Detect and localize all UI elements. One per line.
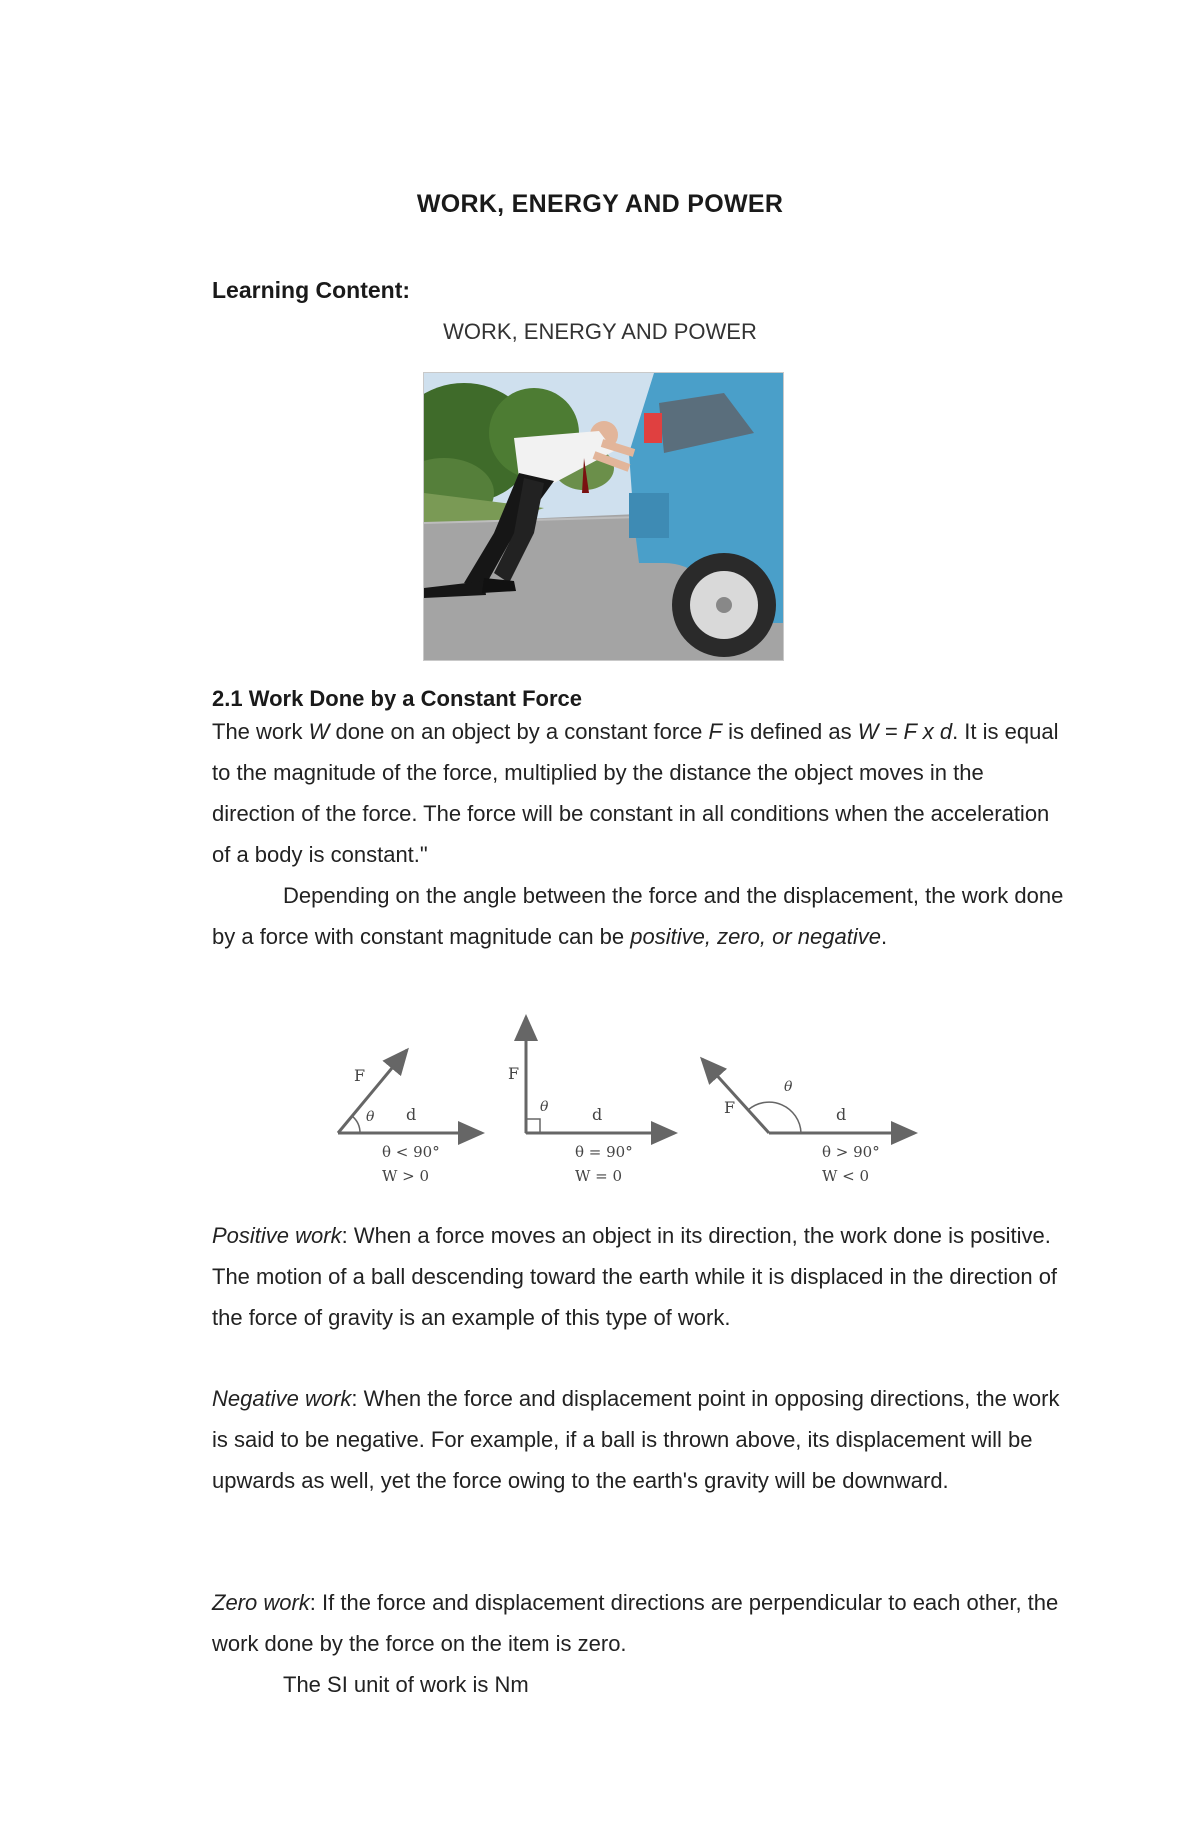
angle-paragraph: Depending on the angle between the force and the displacement, the work done by a force with constant magnitude can be positive, zero, or negative. <box>212 883 1064 949</box>
work-angle-diagram <box>330 1005 930 1205</box>
force-label: F <box>354 1066 366 1085</box>
section-subtitle: WORK, ENERGY AND POWER <box>443 319 757 344</box>
negative-work-case <box>702 1059 915 1185</box>
displacement-label: d <box>836 1105 847 1124</box>
displacement-label: d <box>592 1105 603 1124</box>
positive-work-paragraph: Positive work: When a force moves an object in its direction, the work done is positive. The motion of a ball descending toward the earth while it is displaced in the direction of the force of gravity is an example of this type of work. <box>212 1223 1058 1330</box>
angle-label: θ <box>784 1079 793 1095</box>
condition-label: θ = 90° <box>575 1143 633 1161</box>
negative-work-paragraph: Negative work: When the force and displacement point in opposing directions, the work is said to be negative. For example, if a ball is thrown above, its displacement will be upwards as well, yet the force owing to the earth's gravity will be downward. <box>212 1386 1060 1493</box>
zero-work-paragraph: Zero work: If the force and displacement directions are perpendicular to each other, the work done by the force on the item is zero. <box>212 1590 1059 1656</box>
work-definition-paragraph: The work W done on an object by a constant force F is defined as W = F x d. It is equal to the magnitude of the force, multiplied by the distance the object moves in the direction of the force. The force will be constant in all conditions when the acceleration of a body is constant." <box>212 719 1059 867</box>
force-label: F <box>508 1064 520 1083</box>
si-unit-line: The SI unit of work is Nm <box>283 1672 529 1697</box>
condition-label: θ < 90° <box>382 1143 440 1161</box>
result-label: W < 0 <box>822 1167 870 1185</box>
result-label: W = 0 <box>575 1167 623 1185</box>
section-heading: 2.1 Work Done by a Constant Force <box>212 686 583 711</box>
page-title: WORK, ENERGY AND POWER <box>416 190 784 218</box>
angle-label: θ <box>366 1109 375 1125</box>
force-label: F <box>724 1098 736 1117</box>
learning-content-label: Learning Content: <box>212 277 411 303</box>
displacement-label: d <box>406 1105 417 1124</box>
condition-label: θ > 90° <box>822 1143 880 1161</box>
zero-work-case <box>508 1017 675 1185</box>
man-pushing-car-photo <box>423 372 784 661</box>
angle-label: θ <box>540 1099 549 1115</box>
positive-work-case <box>338 1050 482 1185</box>
result-label: W > 0 <box>382 1167 430 1185</box>
